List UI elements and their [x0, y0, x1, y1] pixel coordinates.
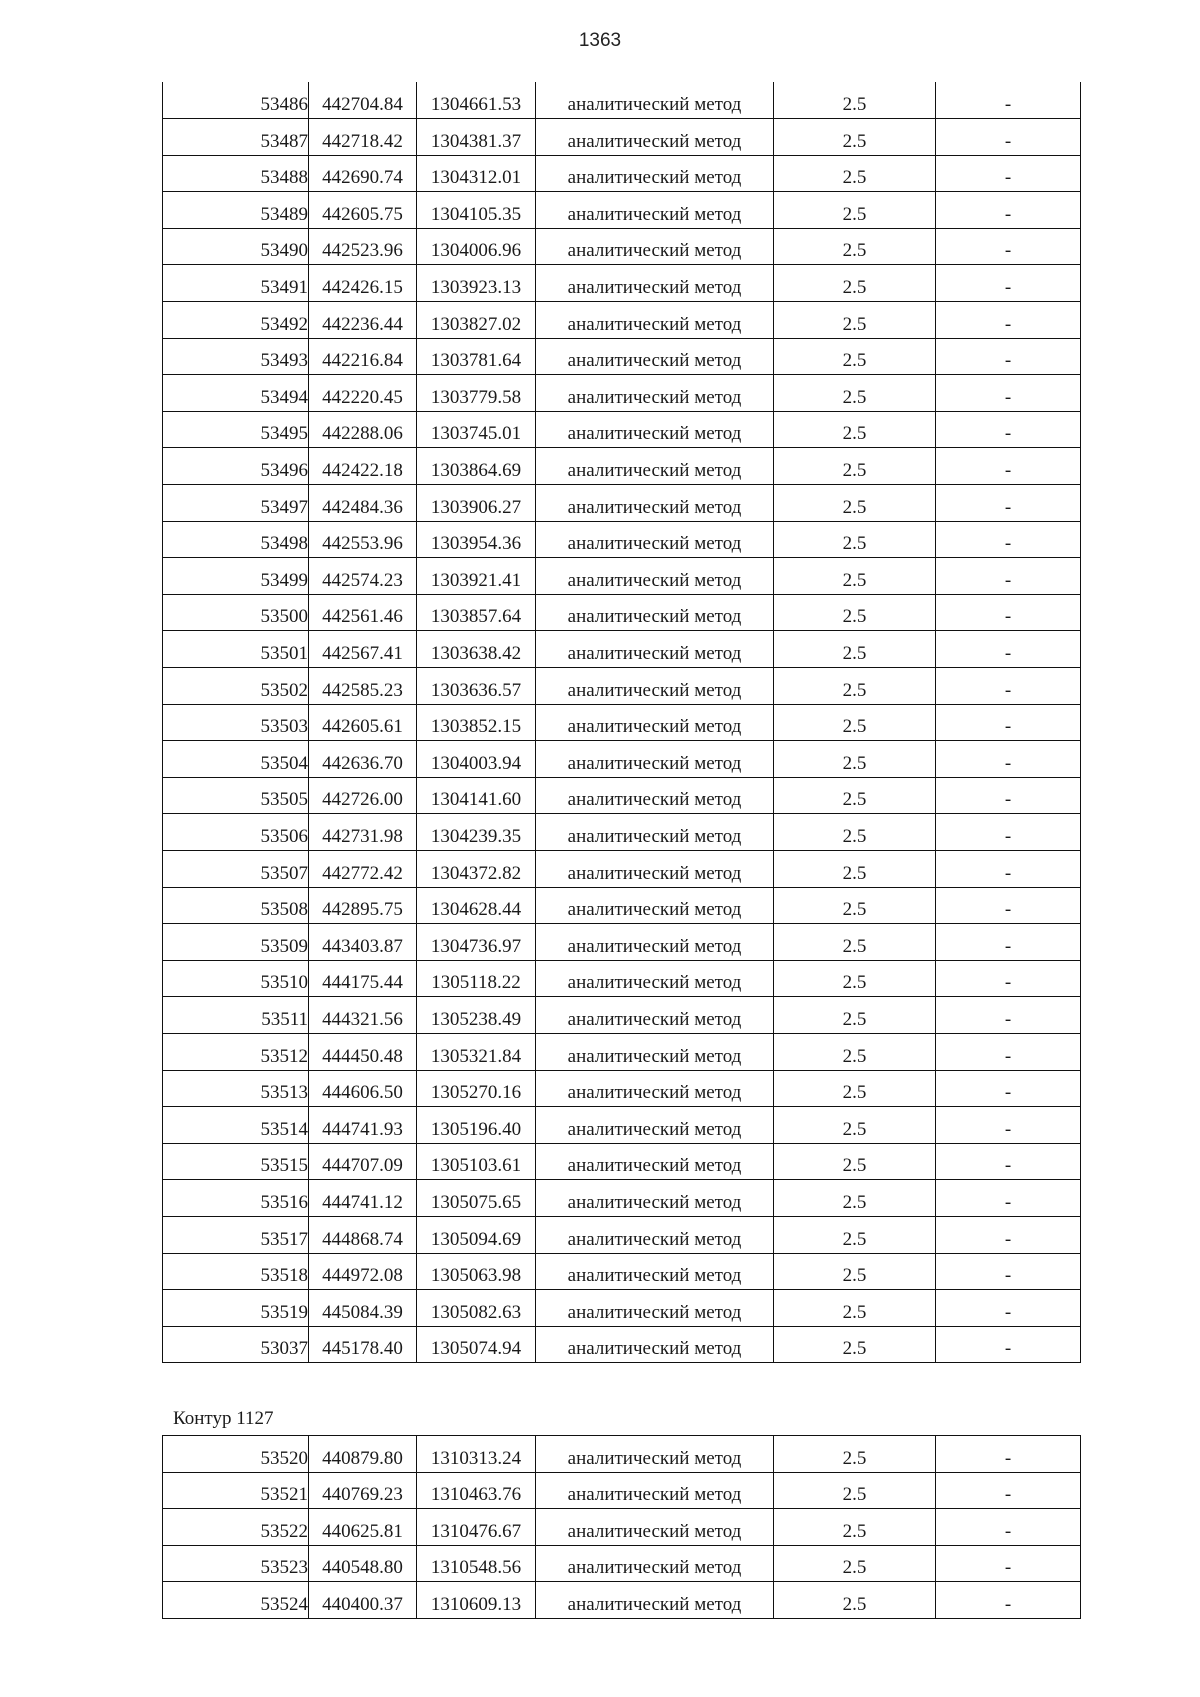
accuracy-cell: 2.5 [774, 741, 936, 778]
x-coordinate-cell: 442426.15 [309, 265, 417, 302]
y-coordinate-cell: 1304628.44 [417, 887, 536, 924]
description-cell: - [936, 1107, 1081, 1144]
x-coordinate-cell: 444741.12 [309, 1180, 417, 1217]
description-cell: - [936, 668, 1081, 705]
table-row [163, 1033, 1081, 1070]
description-cell: - [936, 1472, 1081, 1509]
y-coordinate-cell: 1303864.69 [417, 448, 536, 485]
x-coordinate-cell: 443403.87 [309, 924, 417, 961]
table-row [163, 1070, 1081, 1107]
point-number-cell: 53513 [163, 1070, 309, 1107]
y-coordinate-cell: 1304239.35 [417, 814, 536, 851]
point-number-cell: 53518 [163, 1253, 309, 1290]
accuracy-cell: 2.5 [774, 228, 936, 265]
y-coordinate-cell: 1303852.15 [417, 704, 536, 741]
description-cell: - [936, 1216, 1081, 1253]
y-coordinate-cell: 1305196.40 [417, 1107, 536, 1144]
method-cell: аналитический метод [536, 814, 774, 851]
table-row [163, 704, 1081, 741]
y-coordinate-cell: 1303745.01 [417, 411, 536, 448]
description-cell: - [936, 594, 1081, 631]
table-row [163, 375, 1081, 412]
y-coordinate-cell: 1305103.61 [417, 1143, 536, 1180]
y-coordinate-cell: 1310609.13 [417, 1582, 536, 1619]
accuracy-cell: 2.5 [774, 1180, 936, 1217]
x-coordinate-cell: 442567.41 [309, 631, 417, 668]
method-cell: аналитический метод [536, 1253, 774, 1290]
accuracy-cell: 2.5 [774, 411, 936, 448]
table-row [163, 1472, 1081, 1509]
accuracy-cell: 2.5 [774, 814, 936, 851]
x-coordinate-cell: 440625.81 [309, 1509, 417, 1546]
method-cell: аналитический метод [536, 1545, 774, 1582]
point-number-cell: 53522 [163, 1509, 309, 1546]
x-coordinate-cell: 442585.23 [309, 668, 417, 705]
accuracy-cell: 2.5 [774, 850, 936, 887]
accuracy-cell: 2.5 [774, 302, 936, 339]
y-coordinate-cell: 1305075.65 [417, 1180, 536, 1217]
table-row [163, 1216, 1081, 1253]
method-cell: аналитический метод [536, 228, 774, 265]
table-row [163, 558, 1081, 595]
point-number-cell: 53506 [163, 814, 309, 851]
accuracy-cell: 2.5 [774, 1436, 936, 1473]
method-cell: аналитический метод [536, 960, 774, 997]
table-row [163, 485, 1081, 522]
method-cell: аналитический метод [536, 668, 774, 705]
description-cell: - [936, 1253, 1081, 1290]
description-cell: - [936, 704, 1081, 741]
y-coordinate-cell: 1305270.16 [417, 1070, 536, 1107]
method-cell: аналитический метод [536, 1472, 774, 1509]
point-number-cell: 53037 [163, 1326, 309, 1363]
method-cell: аналитический метод [536, 1436, 774, 1473]
method-cell: аналитический метод [536, 119, 774, 156]
x-coordinate-cell: 444741.93 [309, 1107, 417, 1144]
method-cell: аналитический метод [536, 155, 774, 192]
y-coordinate-cell: 1304141.60 [417, 777, 536, 814]
point-number-cell: 53517 [163, 1216, 309, 1253]
description-cell: - [936, 228, 1081, 265]
point-number-cell: 53509 [163, 924, 309, 961]
accuracy-cell: 2.5 [774, 1143, 936, 1180]
table-row [163, 924, 1081, 961]
point-number-cell: 53516 [163, 1180, 309, 1217]
description-cell: - [936, 1582, 1081, 1619]
method-cell: аналитический метод [536, 1582, 774, 1619]
table-row [163, 521, 1081, 558]
method-cell: аналитический метод [536, 704, 774, 741]
point-number-cell: 53514 [163, 1107, 309, 1144]
method-cell: аналитический метод [536, 1033, 774, 1070]
x-coordinate-cell: 442288.06 [309, 411, 417, 448]
y-coordinate-cell: 1304003.94 [417, 741, 536, 778]
contour-coordinates-table [162, 1435, 1081, 1619]
accuracy-cell: 2.5 [774, 997, 936, 1034]
accuracy-cell: 2.5 [774, 375, 936, 412]
table-row [163, 1582, 1081, 1619]
y-coordinate-cell: 1303827.02 [417, 302, 536, 339]
accuracy-cell: 2.5 [774, 1509, 936, 1546]
description-cell: - [936, 997, 1081, 1034]
description-cell: - [936, 1545, 1081, 1582]
accuracy-cell: 2.5 [774, 155, 936, 192]
method-cell: аналитический метод [536, 192, 774, 229]
method-cell: аналитический метод [536, 411, 774, 448]
table-row [163, 814, 1081, 851]
description-cell: - [936, 960, 1081, 997]
accuracy-cell: 2.5 [774, 485, 936, 522]
point-number-cell: 53492 [163, 302, 309, 339]
accuracy-cell: 2.5 [774, 1107, 936, 1144]
accuracy-cell: 2.5 [774, 1253, 936, 1290]
y-coordinate-cell: 1303906.27 [417, 485, 536, 522]
method-cell: аналитический метод [536, 448, 774, 485]
table-row [163, 228, 1081, 265]
accuracy-cell: 2.5 [774, 192, 936, 229]
y-coordinate-cell: 1303857.64 [417, 594, 536, 631]
table-row [163, 265, 1081, 302]
accuracy-cell: 2.5 [774, 1472, 936, 1509]
description-cell: - [936, 1290, 1081, 1327]
table-row [163, 1545, 1081, 1582]
table-row [163, 887, 1081, 924]
table-row [163, 1143, 1081, 1180]
point-number-cell: 53501 [163, 631, 309, 668]
method-cell: аналитический метод [536, 1290, 774, 1327]
accuracy-cell: 2.5 [774, 960, 936, 997]
accuracy-cell: 2.5 [774, 521, 936, 558]
contour-label: Контур 1127 [173, 1408, 274, 1429]
method-cell: аналитический метод [536, 375, 774, 412]
point-number-cell: 53488 [163, 155, 309, 192]
y-coordinate-cell: 1305238.49 [417, 997, 536, 1034]
point-number-cell: 53490 [163, 228, 309, 265]
description-cell: - [936, 265, 1081, 302]
y-coordinate-cell: 1305321.84 [417, 1033, 536, 1070]
description-cell: - [936, 192, 1081, 229]
x-coordinate-cell: 442636.70 [309, 741, 417, 778]
y-coordinate-cell: 1305118.22 [417, 960, 536, 997]
point-number-cell: 53502 [163, 668, 309, 705]
x-coordinate-cell: 444450.48 [309, 1033, 417, 1070]
x-coordinate-cell: 444707.09 [309, 1143, 417, 1180]
table-row [163, 82, 1081, 119]
method-cell: аналитический метод [536, 850, 774, 887]
point-number-cell: 53497 [163, 485, 309, 522]
table-row [163, 119, 1081, 156]
point-number-cell: 53495 [163, 411, 309, 448]
x-coordinate-cell: 442605.61 [309, 704, 417, 741]
method-cell: аналитический метод [536, 887, 774, 924]
x-coordinate-cell: 442484.36 [309, 485, 417, 522]
method-cell: аналитический метод [536, 1180, 774, 1217]
accuracy-cell: 2.5 [774, 887, 936, 924]
method-cell: аналитический метод [536, 558, 774, 595]
table-row [163, 594, 1081, 631]
accuracy-cell: 2.5 [774, 924, 936, 961]
description-cell: - [936, 777, 1081, 814]
y-coordinate-cell: 1303921.41 [417, 558, 536, 595]
method-cell: аналитический метод [536, 1107, 774, 1144]
method-cell: аналитический метод [536, 485, 774, 522]
accuracy-cell: 2.5 [774, 668, 936, 705]
method-cell: аналитический метод [536, 521, 774, 558]
description-cell: - [936, 1326, 1081, 1363]
y-coordinate-cell: 1304736.97 [417, 924, 536, 961]
y-coordinate-cell: 1310548.56 [417, 1545, 536, 1582]
point-number-cell: 53500 [163, 594, 309, 631]
y-coordinate-cell: 1304105.35 [417, 192, 536, 229]
accuracy-cell: 2.5 [774, 448, 936, 485]
description-cell: - [936, 375, 1081, 412]
method-cell: аналитический метод [536, 1326, 774, 1363]
description-cell: - [936, 631, 1081, 668]
description-cell: - [936, 521, 1081, 558]
point-number-cell: 53520 [163, 1436, 309, 1473]
y-coordinate-cell: 1304372.82 [417, 850, 536, 887]
description-cell: - [936, 850, 1081, 887]
y-coordinate-cell: 1304312.01 [417, 155, 536, 192]
accuracy-cell: 2.5 [774, 631, 936, 668]
point-number-cell: 53508 [163, 887, 309, 924]
description-cell: - [936, 155, 1081, 192]
x-coordinate-cell: 444175.44 [309, 960, 417, 997]
x-coordinate-cell: 442220.45 [309, 375, 417, 412]
accuracy-cell: 2.5 [774, 1582, 936, 1619]
point-number-cell: 53486 [163, 82, 309, 119]
accuracy-cell: 2.5 [774, 1070, 936, 1107]
point-number-cell: 53491 [163, 265, 309, 302]
description-cell: - [936, 448, 1081, 485]
description-cell: - [936, 924, 1081, 961]
point-number-cell: 53489 [163, 192, 309, 229]
point-number-cell: 53494 [163, 375, 309, 412]
point-number-cell: 53510 [163, 960, 309, 997]
method-cell: аналитический метод [536, 997, 774, 1034]
point-number-cell: 53524 [163, 1582, 309, 1619]
table-row [163, 192, 1081, 229]
point-number-cell: 53523 [163, 1545, 309, 1582]
y-coordinate-cell: 1310313.24 [417, 1436, 536, 1473]
method-cell: аналитический метод [536, 741, 774, 778]
x-coordinate-cell: 442553.96 [309, 521, 417, 558]
description-cell: - [936, 741, 1081, 778]
description-cell: - [936, 887, 1081, 924]
table-row [163, 155, 1081, 192]
description-cell: - [936, 338, 1081, 375]
table-row [163, 302, 1081, 339]
x-coordinate-cell: 442561.46 [309, 594, 417, 631]
description-cell: - [936, 1509, 1081, 1546]
x-coordinate-cell: 442718.42 [309, 119, 417, 156]
table-row [163, 668, 1081, 705]
description-cell: - [936, 1033, 1081, 1070]
description-cell: - [936, 814, 1081, 851]
x-coordinate-cell: 442422.18 [309, 448, 417, 485]
x-coordinate-cell: 442574.23 [309, 558, 417, 595]
table-row [163, 1180, 1081, 1217]
accuracy-cell: 2.5 [774, 82, 936, 119]
coordinates-table [162, 82, 1081, 1363]
x-coordinate-cell: 440879.80 [309, 1436, 417, 1473]
description-cell: - [936, 1436, 1081, 1473]
accuracy-cell: 2.5 [774, 1216, 936, 1253]
point-number-cell: 53519 [163, 1290, 309, 1327]
x-coordinate-cell: 442523.96 [309, 228, 417, 265]
accuracy-cell: 2.5 [774, 265, 936, 302]
table-row [163, 338, 1081, 375]
x-coordinate-cell: 442605.75 [309, 192, 417, 229]
y-coordinate-cell: 1304006.96 [417, 228, 536, 265]
description-cell: - [936, 302, 1081, 339]
table-row [163, 1290, 1081, 1327]
x-coordinate-cell: 445178.40 [309, 1326, 417, 1363]
point-number-cell: 53498 [163, 521, 309, 558]
y-coordinate-cell: 1303636.57 [417, 668, 536, 705]
table-row [163, 741, 1081, 778]
table-row [163, 1253, 1081, 1290]
method-cell: аналитический метод [536, 302, 774, 339]
table-row [163, 631, 1081, 668]
y-coordinate-cell: 1305074.94 [417, 1326, 536, 1363]
point-number-cell: 53515 [163, 1143, 309, 1180]
accuracy-cell: 2.5 [774, 1545, 936, 1582]
description-cell: - [936, 82, 1081, 119]
x-coordinate-cell: 442895.75 [309, 887, 417, 924]
x-coordinate-cell: 442216.84 [309, 338, 417, 375]
table-row [163, 1326, 1081, 1363]
method-cell: аналитический метод [536, 631, 774, 668]
method-cell: аналитический метод [536, 1216, 774, 1253]
description-cell: - [936, 1180, 1081, 1217]
method-cell: аналитический метод [536, 265, 774, 302]
x-coordinate-cell: 442726.00 [309, 777, 417, 814]
y-coordinate-cell: 1305094.69 [417, 1216, 536, 1253]
x-coordinate-cell: 442236.44 [309, 302, 417, 339]
point-number-cell: 53505 [163, 777, 309, 814]
accuracy-cell: 2.5 [774, 338, 936, 375]
accuracy-cell: 2.5 [774, 558, 936, 595]
description-cell: - [936, 119, 1081, 156]
x-coordinate-cell: 442731.98 [309, 814, 417, 851]
table-row [163, 1436, 1081, 1473]
point-number-cell: 53504 [163, 741, 309, 778]
method-cell: аналитический метод [536, 338, 774, 375]
description-cell: - [936, 411, 1081, 448]
x-coordinate-cell: 442772.42 [309, 850, 417, 887]
accuracy-cell: 2.5 [774, 1033, 936, 1070]
y-coordinate-cell: 1303781.64 [417, 338, 536, 375]
coordinates-table-body [163, 82, 1081, 1363]
y-coordinate-cell: 1304661.53 [417, 82, 536, 119]
point-number-cell: 53499 [163, 558, 309, 595]
method-cell: аналитический метод [536, 924, 774, 961]
x-coordinate-cell: 442704.84 [309, 82, 417, 119]
method-cell: аналитический метод [536, 777, 774, 814]
table-row [163, 1509, 1081, 1546]
y-coordinate-cell: 1303923.13 [417, 265, 536, 302]
table-row [163, 448, 1081, 485]
x-coordinate-cell: 440400.37 [309, 1582, 417, 1619]
point-number-cell: 53496 [163, 448, 309, 485]
y-coordinate-cell: 1303954.36 [417, 521, 536, 558]
point-number-cell: 53512 [163, 1033, 309, 1070]
table-row [163, 850, 1081, 887]
y-coordinate-cell: 1303638.42 [417, 631, 536, 668]
table-row [163, 960, 1081, 997]
description-cell: - [936, 1070, 1081, 1107]
point-number-cell: 53507 [163, 850, 309, 887]
y-coordinate-cell: 1310476.67 [417, 1509, 536, 1546]
y-coordinate-cell: 1310463.76 [417, 1472, 536, 1509]
x-coordinate-cell: 440769.23 [309, 1472, 417, 1509]
method-cell: аналитический метод [536, 1143, 774, 1180]
description-cell: - [936, 485, 1081, 522]
table-row [163, 1107, 1081, 1144]
x-coordinate-cell: 444606.50 [309, 1070, 417, 1107]
point-number-cell: 53503 [163, 704, 309, 741]
description-cell: - [936, 558, 1081, 595]
x-coordinate-cell: 444868.74 [309, 1216, 417, 1253]
table-row [163, 777, 1081, 814]
x-coordinate-cell: 442690.74 [309, 155, 417, 192]
y-coordinate-cell: 1304381.37 [417, 119, 536, 156]
accuracy-cell: 2.5 [774, 777, 936, 814]
accuracy-cell: 2.5 [774, 594, 936, 631]
method-cell: аналитический метод [536, 1070, 774, 1107]
method-cell: аналитический метод [536, 82, 774, 119]
x-coordinate-cell: 445084.39 [309, 1290, 417, 1327]
point-number-cell: 53521 [163, 1472, 309, 1509]
point-number-cell: 53511 [163, 997, 309, 1034]
accuracy-cell: 2.5 [774, 1326, 936, 1363]
method-cell: аналитический метод [536, 594, 774, 631]
point-number-cell: 53493 [163, 338, 309, 375]
y-coordinate-cell: 1303779.58 [417, 375, 536, 412]
point-number-cell: 53487 [163, 119, 309, 156]
y-coordinate-cell: 1305082.63 [417, 1290, 536, 1327]
table-row [163, 411, 1081, 448]
table-row [163, 997, 1081, 1034]
x-coordinate-cell: 444972.08 [309, 1253, 417, 1290]
method-cell: аналитический метод [536, 1509, 774, 1546]
accuracy-cell: 2.5 [774, 704, 936, 741]
accuracy-cell: 2.5 [774, 119, 936, 156]
accuracy-cell: 2.5 [774, 1290, 936, 1327]
page-number: 1363 [578, 30, 622, 51]
y-coordinate-cell: 1305063.98 [417, 1253, 536, 1290]
description-cell: - [936, 1143, 1081, 1180]
x-coordinate-cell: 444321.56 [309, 997, 417, 1034]
contour-coordinates-table-body [163, 1436, 1081, 1619]
x-coordinate-cell: 440548.80 [309, 1545, 417, 1582]
